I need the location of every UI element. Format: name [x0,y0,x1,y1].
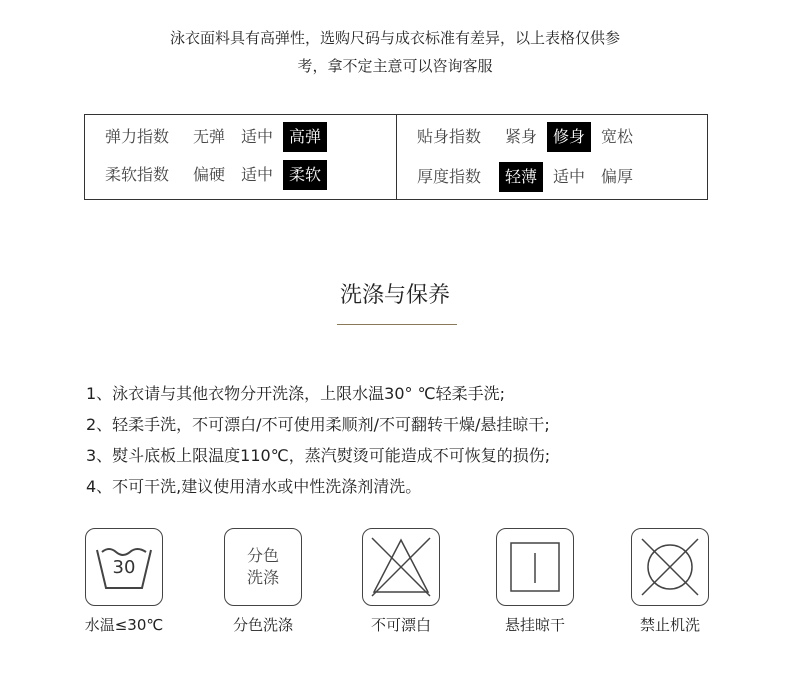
elasticity-option-high-selected: 高弹 [283,122,327,152]
softness-option-hard: 偏硬 [193,165,226,184]
fabric-spec-table [84,114,708,200]
care-item-separate-wash [203,528,323,635]
thickness-option-thin-selected: 轻薄 [499,162,543,192]
notice-line-2: 考，拿不定主意可以咨询客服 [297,57,493,75]
fit-option-tight: 紧身 [505,127,538,146]
elasticity-option-none: 无弹 [193,127,226,146]
list-item: 3、熨斗底板上限温度110℃，蒸汽熨烫可能造成不可恢复的损伤; [86,446,551,465]
fit-option-slim-selected: 修身 [547,122,591,152]
spec-row-elasticity [85,117,396,157]
softness-label: 柔软指数 [105,165,170,184]
separate-wash-icon [224,528,302,606]
wash-temp-number: 30 [112,557,136,578]
care-icons-row [0,528,790,638]
thickness-option-medium: 适中 [553,167,586,186]
fit-option-loose: 宽松 [601,127,634,146]
separate-wash-caption: 分色洗涤 [232,616,293,634]
care-section-title: 洗涤与保养 [339,283,450,308]
title-underline [337,324,457,325]
thickness-option-thick: 偏厚 [601,167,634,186]
care-instructions-list [86,378,550,502]
list-item: 2、轻柔手洗，不可漂白/不可使用柔顺剂/不可翻转干燥/悬挂晾干; [86,415,550,434]
thickness-label: 厚度指数 [417,167,482,186]
separate-wash-symbol-line1: 分色 [246,546,279,565]
wash-temp-caption: 水温≤30℃ [84,616,164,634]
no-bleach-icon [362,528,440,606]
care-item-hang-dry [475,528,595,635]
spec-row-thickness [397,157,708,197]
list-item: 1、泳衣请与其他衣物分开洗涤，上限水温30° ℃轻柔手洗; [86,384,505,403]
hang-dry-caption: 悬挂晾干 [504,616,565,634]
elasticity-label: 弹力指数 [105,127,170,146]
size-notice [0,24,790,80]
spec-row-fit [397,117,708,157]
wash-30-icon [85,528,163,606]
care-item-no-machine-wash [610,528,730,635]
hang-dry-icon [496,528,574,606]
care-item-wash-temp [64,528,184,635]
no-machine-wash-icon [631,528,709,606]
care-item-no-bleach [341,528,461,635]
softness-option-medium: 适中 [241,165,274,184]
no-bleach-caption: 不可漂白 [370,616,431,634]
fit-label: 贴身指数 [417,127,482,146]
softness-option-soft-selected: 柔软 [283,160,327,190]
separate-wash-symbol-line2: 洗涤 [246,568,279,587]
notice-line-1: 泳衣面料具有高弹性，选购尺码与成衣标准有差异，以上表格仅供参 [169,29,620,47]
elasticity-option-medium: 适中 [241,127,274,146]
list-item: 4、不可干洗,建议使用清水或中性洗涤剂清洗。 [86,477,422,496]
no-machine-wash-caption: 禁止机洗 [639,616,700,634]
spec-row-softness [85,155,396,195]
